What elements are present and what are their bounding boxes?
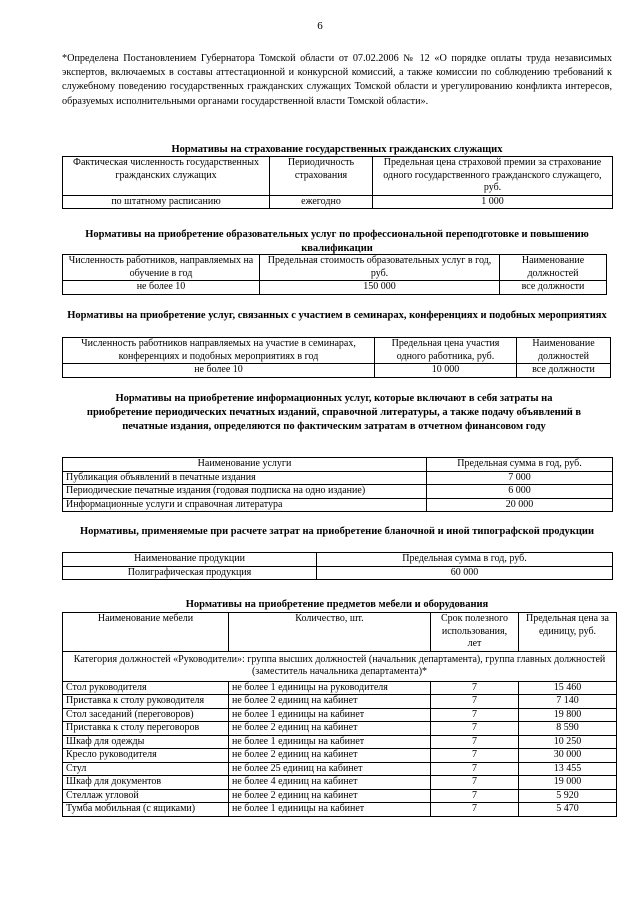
table-row: [63, 695, 617, 709]
insurance-title: Нормативы на страхование государственных гражданских служащих: [171, 144, 503, 155]
table-cell: ежегодно: [270, 195, 373, 209]
table-header-cell: Наименование должностей: [500, 255, 607, 281]
table-header-cell: Количество, шт.: [229, 613, 431, 652]
table-cell: не более 1 единицы на кабинет: [229, 803, 431, 817]
table-cell: 7: [431, 762, 519, 776]
footnote-paragraph: *Определена Постановлением Губернатора Томской области от 07.02.2006 № 12 «О порядке оплаты труда независимых экспертов, включаемых в составы аттестационной и конкурсной комиссий, а также комиссии по соблюдению требований к служебному поведению государственных гражданских служащих Томской области и урегулированию конфликта интересов, образуемых исполнительными органами государственной власти Томской области».: [62, 53, 612, 107]
table-header-row: [63, 338, 611, 364]
table-header-row: [63, 458, 613, 472]
table-cell: все должности: [517, 364, 611, 378]
table-header-cell: Наименование должностей: [517, 338, 611, 364]
table-header-row: [63, 553, 613, 567]
table-header-cell: Наименование продукции: [63, 553, 317, 567]
table-header-row: [63, 613, 617, 652]
table-cell: не более 10: [63, 364, 375, 378]
table-cell: Стул: [63, 762, 229, 776]
table-row: [63, 708, 617, 722]
table-cell: не более 1 единицы на руководителя: [229, 681, 431, 695]
table-cell: 10 250: [519, 735, 617, 749]
table-header-cell: Наименование мебели: [63, 613, 229, 652]
table-row: [63, 281, 607, 295]
table-cell: 7: [431, 722, 519, 736]
table-row: [63, 776, 617, 790]
table-cell: 20 000: [427, 498, 613, 512]
table-cell: не более 4 единиц на кабинет: [229, 776, 431, 790]
table-cell: 60 000: [317, 566, 613, 580]
table-cell: 7: [431, 695, 519, 709]
page-number: 6: [317, 20, 323, 32]
table-cell: Приставка к столу переговоров: [63, 722, 229, 736]
seminars-title: Нормативы на приобретение услуг, связанных с участием в семинарах, конференциях и подобных мероприятиях: [67, 310, 607, 321]
table-cell: 7: [431, 803, 519, 817]
table-cell: Шкаф для документов: [63, 776, 229, 790]
table-cell: 7: [431, 776, 519, 790]
table-category-row: [63, 651, 617, 681]
seminars-table: [62, 337, 611, 378]
table-cell: 7 140: [519, 695, 617, 709]
table-row: [63, 722, 617, 736]
table-cell: 19 000: [519, 776, 617, 790]
table-cell: все должности: [500, 281, 607, 295]
table-cell: 7: [431, 789, 519, 803]
print-title: Нормативы, применяемые при расчете затрат на приобретение бланочной и иной типографской продукции: [79, 526, 595, 537]
table-cell: Кресло руководителя: [63, 749, 229, 763]
table-header-cell: Наименование услуги: [63, 458, 427, 472]
table-row: [63, 789, 617, 803]
table-cell: 7 000: [427, 471, 613, 485]
table-cell: не более 1 единицы на кабинет: [229, 735, 431, 749]
table-header-row: [63, 255, 607, 281]
table-cell: 19 800: [519, 708, 617, 722]
table-row: [63, 498, 613, 512]
table-cell: 7: [431, 749, 519, 763]
table-cell: 10 000: [375, 364, 517, 378]
table-cell: Периодические печатные издания (годовая подписка на одно издание): [63, 485, 427, 499]
table-header-cell: Предельная сумма в год, руб.: [317, 553, 613, 567]
insurance-table: [62, 156, 613, 209]
table-row: [63, 803, 617, 817]
table-cell: Тумба мобильная (с ящиками): [63, 803, 229, 817]
table-cell: 150 000: [260, 281, 500, 295]
table-cell: Стеллаж угловой: [63, 789, 229, 803]
table-header-row: [63, 157, 613, 196]
table-header-cell: Предельная сумма в год, руб.: [427, 458, 613, 472]
table-header-cell: Срок полезного использования, лет: [431, 613, 519, 652]
table-row: [63, 681, 617, 695]
table-cell: 1 000: [373, 195, 613, 209]
table-cell: 13 455: [519, 762, 617, 776]
table-cell: 7: [431, 708, 519, 722]
table-cell: по штатному расписанию: [63, 195, 270, 209]
table-row: [63, 471, 613, 485]
table-row: [63, 195, 613, 209]
table-cell: 7: [431, 681, 519, 695]
table-cell: не более 2 единиц на кабинет: [229, 789, 431, 803]
info-title: Нормативы на приобретение информационных услуг, которые включают в себя затраты на приобретение периодических печатных изданий, справочной литературы, а также подачу объявлений в печатные издания, определяются по фактическим затратам в отчетном финансовом году: [86, 393, 582, 432]
info-table: [62, 457, 613, 512]
furniture-table: [62, 612, 617, 817]
table-cell: 30 000: [519, 749, 617, 763]
table-cell: Полиграфическая продукция: [63, 566, 317, 580]
table-cell: Стол заседаний (переговоров): [63, 708, 229, 722]
table-row: [63, 364, 611, 378]
table-cell: не более 10: [63, 281, 260, 295]
education-table: [62, 254, 607, 295]
table-row: [63, 566, 613, 580]
table-cell: 5 470: [519, 803, 617, 817]
table-header-cell: Численность работников направляемых на участие в семинарах, конференциях и подобных мероприятиях в год: [63, 338, 375, 364]
table-cell: Информационные услуги и справочная литература: [63, 498, 427, 512]
table-cell: не более 2 единиц на кабинет: [229, 722, 431, 736]
table-row: [63, 735, 617, 749]
table-cell: 5 920: [519, 789, 617, 803]
table-row: [63, 485, 613, 499]
table-header-cell: Предельная цена участия одного работника, руб.: [375, 338, 517, 364]
table-cell: Приставка к столу руководителя: [63, 695, 229, 709]
table-header-cell: Фактическая численность государственных гражданских служащих: [63, 157, 270, 196]
category-cell: Категория должностей «Руководители»: группа высших должностей (начальник департамента), группа главных должностей (заместитель начальника департамента)*: [63, 651, 617, 681]
table-cell: не более 2 единиц на кабинет: [229, 695, 431, 709]
table-cell: Шкаф для одежды: [63, 735, 229, 749]
table-cell: Публикация объявлений в печатные издания: [63, 471, 427, 485]
table-header-cell: Предельная стоимость образовательных услуг в год, руб.: [260, 255, 500, 281]
table-header-cell: Численность работников, направляемых на обучение в год: [63, 255, 260, 281]
table-row: [63, 762, 617, 776]
print-table: [62, 552, 613, 580]
table-cell: не более 25 единиц на кабинет: [229, 762, 431, 776]
table-header-cell: Предельная цена страховой премии за страхование одного государственного гражданского служащего, руб.: [373, 157, 613, 196]
table-row: [63, 749, 617, 763]
furniture-title: Нормативы на приобретение предметов мебели и оборудования: [185, 599, 489, 610]
table-cell: 8 590: [519, 722, 617, 736]
table-cell: Стол руководителя: [63, 681, 229, 695]
table-header-cell: Периодичность страхования: [270, 157, 373, 196]
table-cell: не более 2 единиц на кабинет: [229, 749, 431, 763]
education-title: Нормативы на приобретение образовательных услуг по профессиональной переподготовке и повышению квалификации: [85, 229, 589, 254]
table-cell: 6 000: [427, 485, 613, 499]
table-cell: 7: [431, 735, 519, 749]
table-cell: не более 1 единицы на кабинет: [229, 708, 431, 722]
table-cell: 15 460: [519, 681, 617, 695]
table-header-cell: Предельная цена за единицу, руб.: [519, 613, 617, 652]
